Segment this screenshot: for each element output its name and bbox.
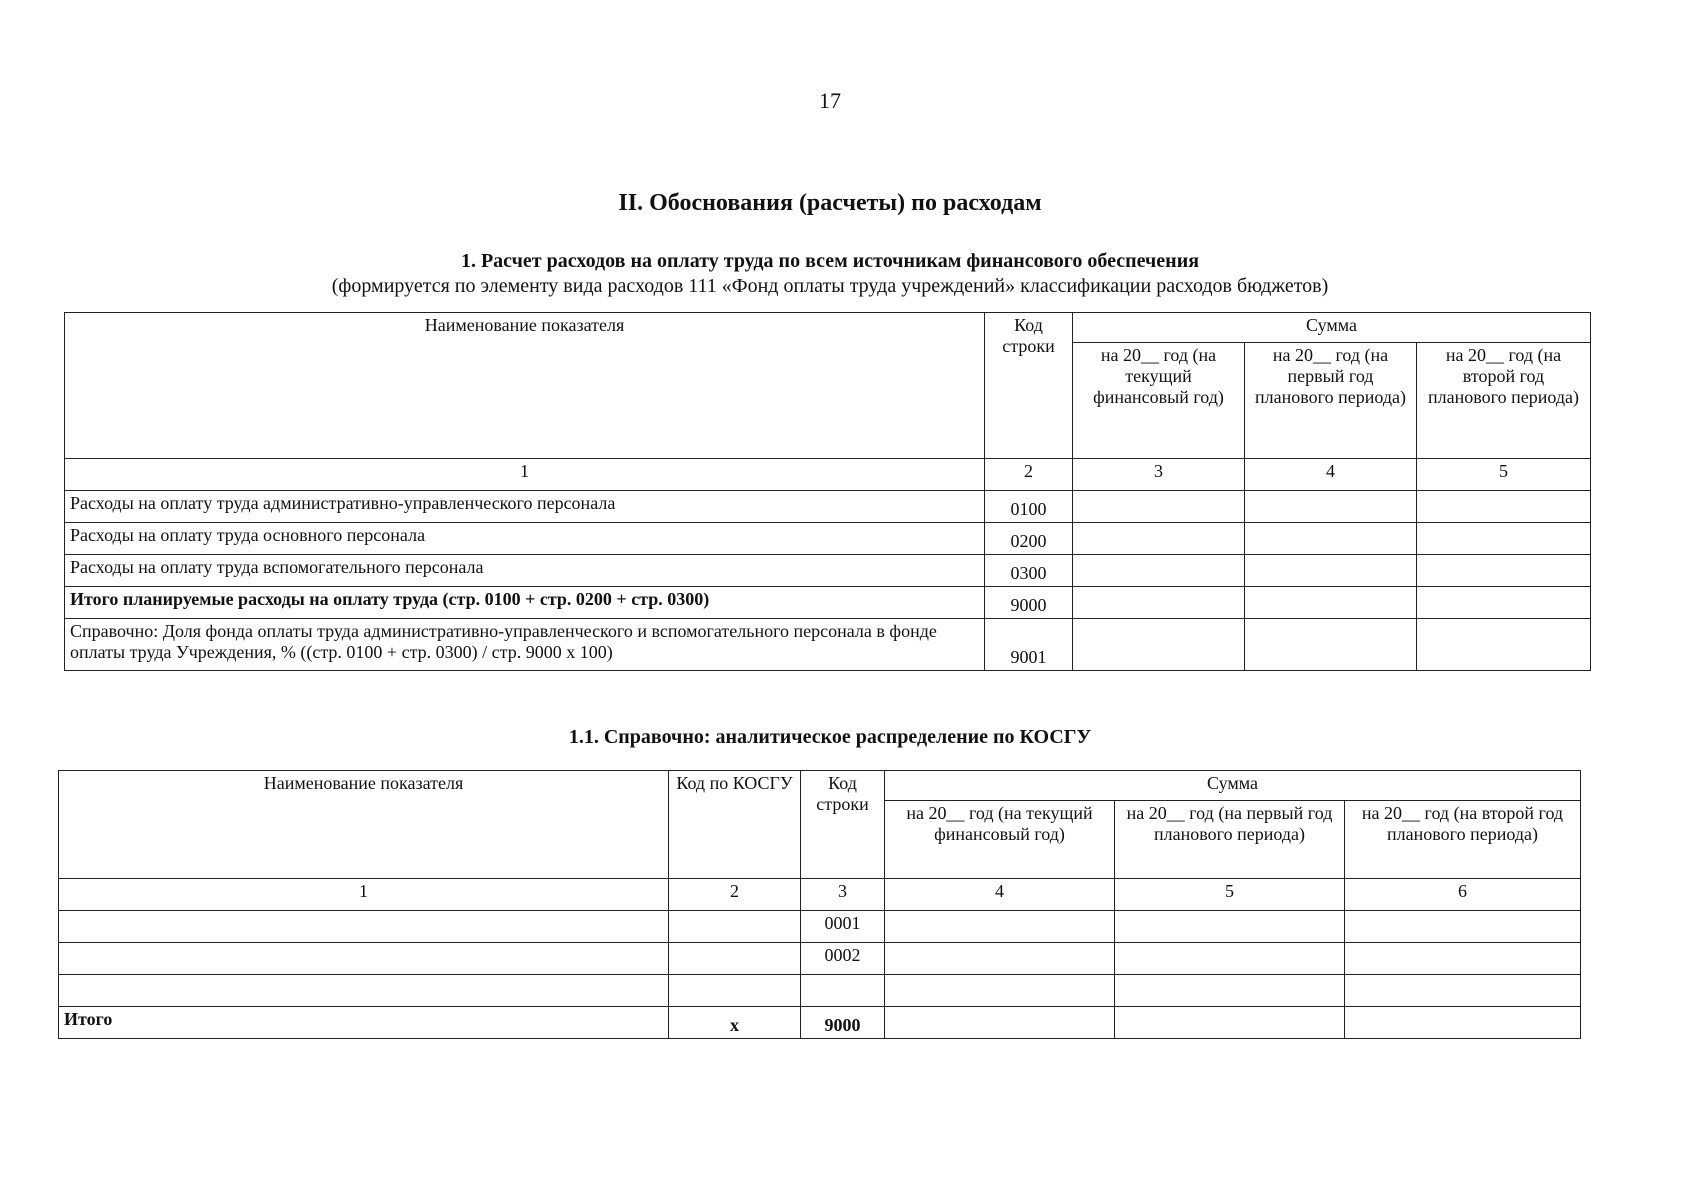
header-code: Код строки xyxy=(801,771,885,879)
value-cell xyxy=(885,1007,1115,1039)
value-cell xyxy=(1417,555,1591,587)
value-cell xyxy=(1245,619,1417,671)
table-row-total xyxy=(65,587,1591,619)
row-kosgu xyxy=(669,975,801,1007)
value-cell xyxy=(1073,523,1245,555)
value-cell xyxy=(885,911,1115,943)
row-code: 0200 xyxy=(985,523,1073,555)
header-sum: Сумма xyxy=(1073,313,1591,343)
header-code: Код строки xyxy=(985,313,1073,459)
value-cell xyxy=(1073,491,1245,523)
col-number: 4 xyxy=(1245,459,1417,491)
row-name xyxy=(59,943,669,975)
col-number: 1 xyxy=(59,879,669,911)
header-name: Наименование показателя xyxy=(59,771,669,879)
row-code: 9001 xyxy=(985,619,1073,671)
kosgu-table xyxy=(58,770,1581,1039)
page-number: 17 xyxy=(819,88,841,113)
row-code: 0300 xyxy=(985,555,1073,587)
row-name: Расходы на оплату труда основного персонала xyxy=(65,523,985,555)
value-cell xyxy=(1073,587,1245,619)
header-kosgu: Код по КОСГУ xyxy=(669,771,801,879)
col-number: 1 xyxy=(65,459,985,491)
value-cell xyxy=(1417,523,1591,555)
row-name: Расходы на оплату труда вспомогательного персонала xyxy=(65,555,985,587)
table-row xyxy=(59,911,1581,943)
row-name: Расходы на оплату труда административно-управленческого персонала xyxy=(65,491,985,523)
table-row xyxy=(65,491,1591,523)
row-code: 0100 xyxy=(985,491,1073,523)
col-number: 6 xyxy=(1345,879,1581,911)
header-sum: Сумма xyxy=(885,771,1581,801)
table-row-total xyxy=(59,1007,1581,1039)
value-cell xyxy=(885,943,1115,975)
section-1-note: (формируется по элементу вида расходов 111 «Фонд оплаты труда учреждений» классификации расходов бюджетов) xyxy=(331,275,1329,297)
row-code: 0002 xyxy=(801,943,885,975)
row-code xyxy=(801,975,885,1007)
col-number: 2 xyxy=(669,879,801,911)
col-number: 5 xyxy=(1115,879,1345,911)
value-cell xyxy=(1245,523,1417,555)
value-cell xyxy=(1345,911,1581,943)
value-cell xyxy=(1115,975,1345,1007)
row-kosgu xyxy=(669,943,801,975)
value-cell xyxy=(1417,491,1591,523)
table-row xyxy=(59,943,1581,975)
header-name: Наименование показателя xyxy=(65,313,985,459)
table-row xyxy=(65,555,1591,587)
section-1-1-title: 1.1. Справочно: аналитическое распределение по КОСГУ xyxy=(568,726,1092,748)
row-code: 0001 xyxy=(801,911,885,943)
value-cell xyxy=(1115,943,1345,975)
row-name: Справочно: Доля фонда оплаты труда административно-управленческого и вспомогательного персонала в фонде оплаты труда Учреждения, % ((стр. 0100 + стр. 0300) / стр. 9000 x 100) xyxy=(65,619,985,671)
col-number: 2 xyxy=(985,459,1073,491)
row-name: Итого планируемые расходы на оплату труда (стр. 0100 + стр. 0200 + стр. 0300) xyxy=(65,587,985,619)
value-cell xyxy=(1245,491,1417,523)
row-name xyxy=(59,975,669,1007)
value-cell xyxy=(1417,619,1591,671)
value-cell xyxy=(885,975,1115,1007)
header-year-second-plan: на 20__ год (на второй год планового периода) xyxy=(1345,801,1581,879)
total-code: 9000 xyxy=(801,1007,885,1039)
payroll-table xyxy=(64,312,1591,671)
total-name: Итого xyxy=(59,1007,669,1039)
value-cell xyxy=(1073,619,1245,671)
header-year-first-plan: на 20__ год (на первый год планового периода) xyxy=(1245,343,1417,459)
value-cell xyxy=(1345,975,1581,1007)
value-cell xyxy=(1245,587,1417,619)
col-number: 5 xyxy=(1417,459,1591,491)
header-year-current: на 20__ год (на текущий финансовый год) xyxy=(1073,343,1245,459)
value-cell xyxy=(1245,555,1417,587)
value-cell xyxy=(1417,587,1591,619)
row-name xyxy=(59,911,669,943)
section-title: II. Обоснования (расчеты) по расходам xyxy=(618,190,1042,216)
col-number: 4 xyxy=(885,879,1115,911)
value-cell xyxy=(1115,1007,1345,1039)
table-row xyxy=(59,975,1581,1007)
value-cell xyxy=(1345,1007,1581,1039)
value-cell xyxy=(1345,943,1581,975)
table-row xyxy=(65,523,1591,555)
header-year-current: на 20__ год (на текущий финансовый год) xyxy=(885,801,1115,879)
value-cell xyxy=(1073,555,1245,587)
col-number: 3 xyxy=(1073,459,1245,491)
section-1-title: 1. Расчет расходов на оплату труда по всем источникам финансового обеспечения xyxy=(460,250,1200,272)
header-year-first-plan: на 20__ год (на первый год планового периода) xyxy=(1115,801,1345,879)
total-kosgu: х xyxy=(669,1007,801,1039)
table-row-reference xyxy=(65,619,1591,671)
col-number: 3 xyxy=(801,879,885,911)
value-cell xyxy=(1115,911,1345,943)
header-year-second-plan: на 20__ год (на второй год планового периода) xyxy=(1417,343,1591,459)
row-code: 9000 xyxy=(985,587,1073,619)
row-kosgu xyxy=(669,911,801,943)
